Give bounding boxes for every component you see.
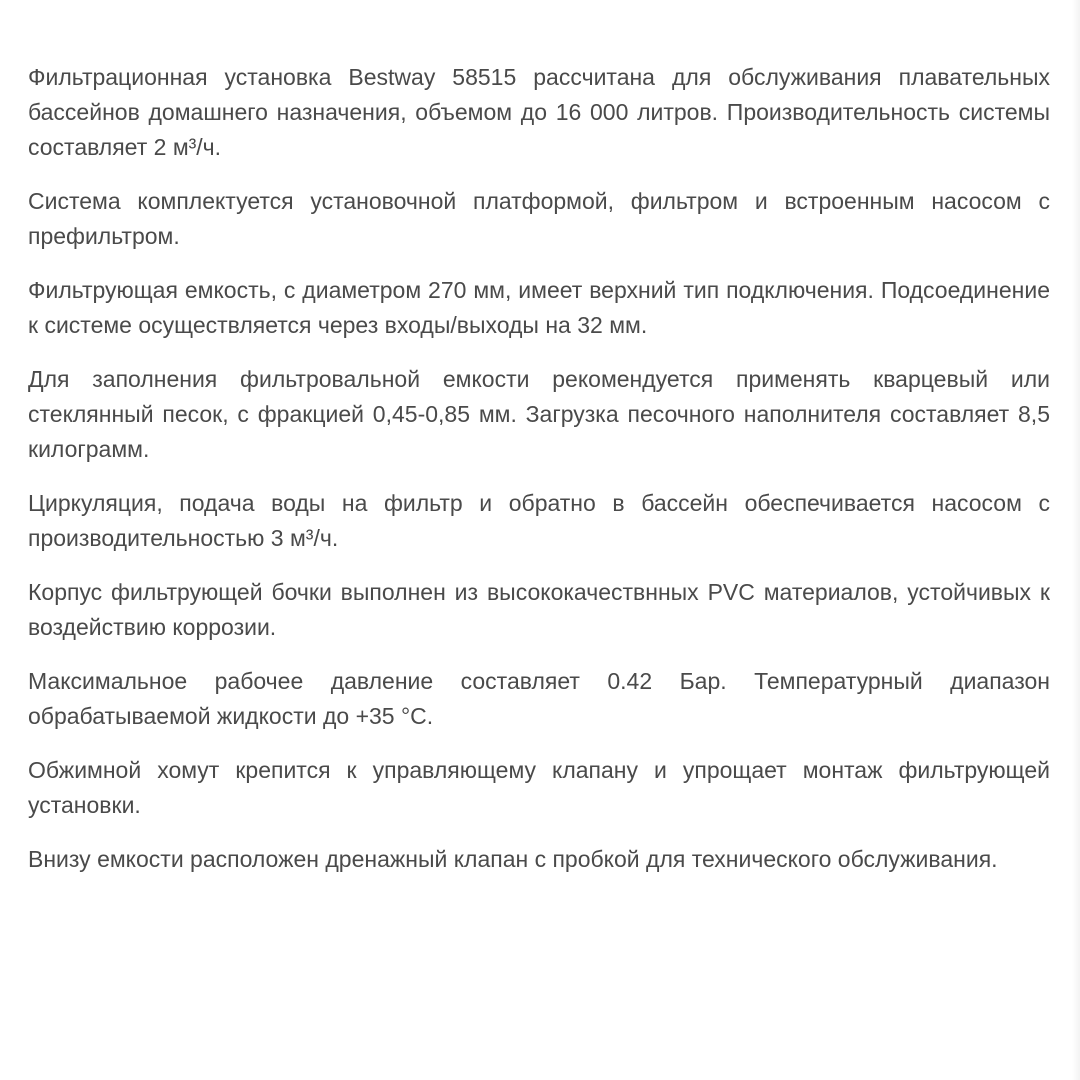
- product-description: [28, 60, 1050, 896]
- description-paragraph: Фильтрационная установка Bestway 58515 рассчитана для обслуживания плавательных бассейнов домашнего назначения, объемом до 16 000 литров. Производительность системы составляет 2 м³/ч.: [28, 64, 1050, 160]
- description-paragraph: Циркуляция, подача воды на фильтр и обратно в бассейн обеспечивается насосом с производительностью 3 м³/ч.: [28, 490, 1050, 551]
- description-paragraph: Максимальное рабочее давление составляет 0.42 Бар. Температурный диапазон обрабатываемой жидкости до +35 °С.: [28, 668, 1050, 729]
- description-paragraph: Обжимной хомут крепится к управляющему клапану и упрощает монтаж фильтрующей установки.: [28, 757, 1050, 818]
- page-edge-shadow: [1072, 0, 1080, 1080]
- description-paragraph: Фильтрующая емкость, с диаметром 270 мм, имеет верхний тип подключения. Подсоединение к системе осуществляется через входы/выходы на 32 мм.: [28, 277, 1050, 338]
- description-paragraph: Корпус фильтрующей бочки выполнен из высококачествнных PVC материалов, устойчивых к воздействию коррозии.: [28, 579, 1050, 640]
- description-paragraph: Внизу емкости расположен дренажный клапан с пробкой для технического обслуживания.: [28, 846, 998, 872]
- description-paragraph: Для заполнения фильтровальной емкости рекомендуется применять кварцевый или стеклянный песок, с фракцией 0,45-0,85 мм. Загрузка песочного наполнителя составляет 8,5 килограмм.: [28, 366, 1050, 462]
- description-paragraph: Система комплектуется установочной платформой, фильтром и встроенным насосом с префильтром.: [28, 188, 1050, 249]
